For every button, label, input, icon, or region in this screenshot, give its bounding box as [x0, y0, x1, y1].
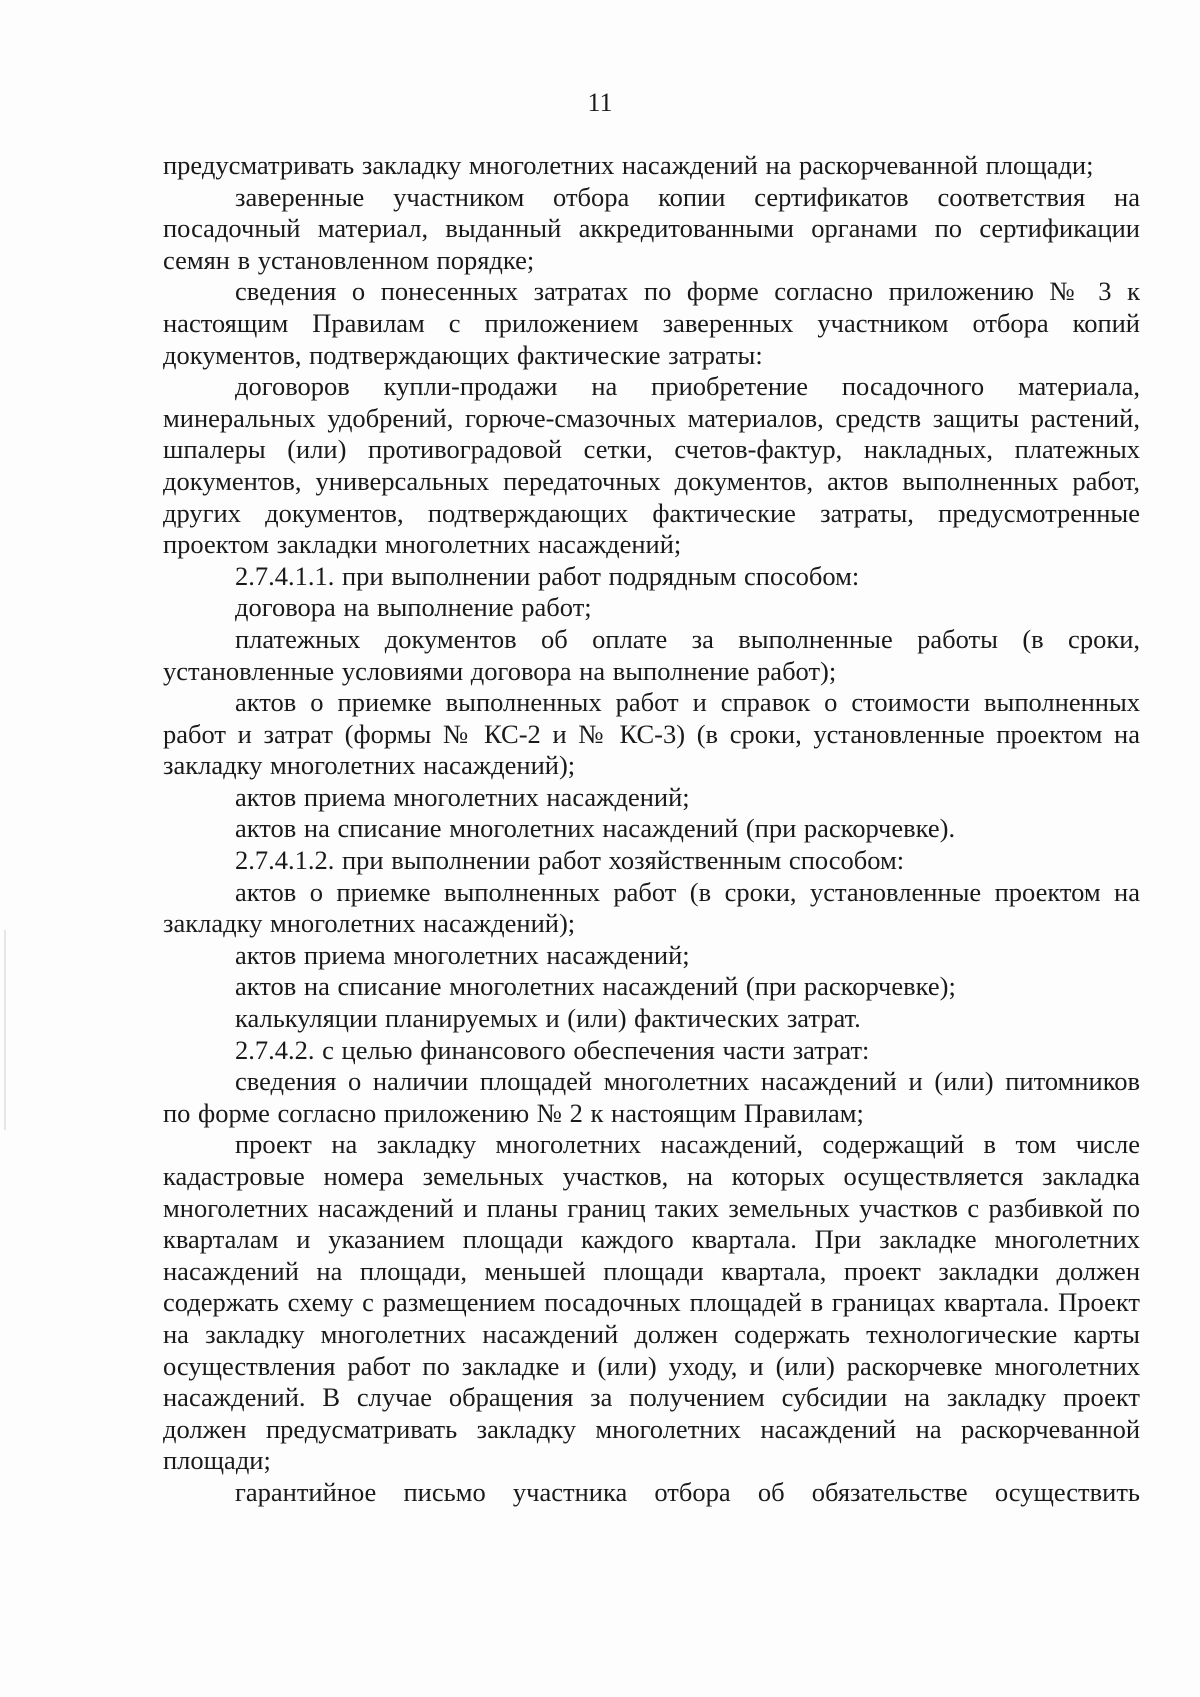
paragraph: предусматривать закладку многолетних насаждений на раскорчеванной площади; — [163, 150, 1094, 180]
paragraph: актов на списание многолетних насаждений (при раскорчевке). — [235, 813, 956, 844]
paragraph: актов приема многолетних насаждений; — [235, 939, 690, 970]
paragraph: актов приема многолетних насаждений; — [235, 781, 690, 812]
paragraph: заверенные участником отбора копии сертификатов соответствия на посадочный материал, выданный аккредитованными органами по сертификации семян в установленном порядке; — [163, 181, 1140, 275]
paragraph: договоров купли-продажи на приобретение посадочного материала, минеральных удобрений, горюче-смазочных материалов, средств защиты растений, шпалеры (или) противоградовой сетки, счетов-фактур, накладных, платежных документов, универсальных передаточных документов, актов выполненных работ, других документов, подтверждающих фактические затраты, предусмотренные проектом закладки многолетних насаждений; — [163, 371, 1140, 560]
paragraph: сведения о понесенных затратах по форме согласно приложению № 3 к настоящим Правилам с приложением заверенных участником отбора копий документов, подтверждающих фактические затраты: — [163, 276, 1140, 370]
paragraph: 2.7.4.1.1. при выполнении работ подрядным способом: — [235, 560, 860, 591]
paragraph: актов о приемке выполненных работ и справок о стоимости выполненных работ и затрат (формы № КС-2 и № КС-3) (в сроки, установленные проектом на закладку многолетних насаждений); — [163, 687, 1140, 781]
paragraph: 2.7.4.1.2. при выполнении работ хозяйственным способом: — [235, 845, 905, 876]
scan-edge-artifact — [4, 930, 6, 1130]
paragraph: сведения о наличии площадей многолетних насаждений и (или) питомников по форме согласно приложению № 2 к настоящим Правилам; — [163, 1066, 1140, 1128]
paragraph: платежных документов об оплате за выполненные работы (в сроки, установленные условиями договора на выполнение работ); — [163, 623, 1140, 686]
paragraph: 2.7.4.2. с целью финансового обеспечения части затрат: — [235, 1034, 870, 1065]
paragraph: калькуляции планируемых и (или) фактических затрат. — [235, 1003, 861, 1034]
paragraph: актов на списание многолетних насаждений (при раскорчевке); — [235, 971, 956, 1002]
paragraph: договора на выполнение работ; — [235, 592, 592, 623]
paragraph: актов о приемке выполненных работ (в сроки, установленные проектом на закладку многолетних насаждений); — [163, 876, 1140, 939]
paragraph: гарантийное письмо участника отбора об обязательстве осуществить — [235, 1476, 1140, 1507]
document-body — [163, 150, 1140, 1509]
page-number: 11 — [587, 88, 613, 117]
paragraph: проект на закладку многолетних насаждений, содержащий в том числе кадастровые номера земельных участков, на которых осуществляется закладка многолетних насаждений и планы границ таких земельных участков с разбивкой по кварталам и указанием площади каждого квартала. При закладке многолетних насаждений на площади, меньшей площади квартала, проект закладки должен содержать схему с размещением посадочных площадей в границах квартала. Проект на закладку многолетних насаждений должен содержать технологические карты осуществления работ по закладке и (или) уходу, и (или) раскорчевке многолетних насаждений. В случае обращения за получением субсидии на закладку проект должен предусматривать закладку многолетних насаждений на раскорчеванной площади; — [163, 1129, 1140, 1476]
